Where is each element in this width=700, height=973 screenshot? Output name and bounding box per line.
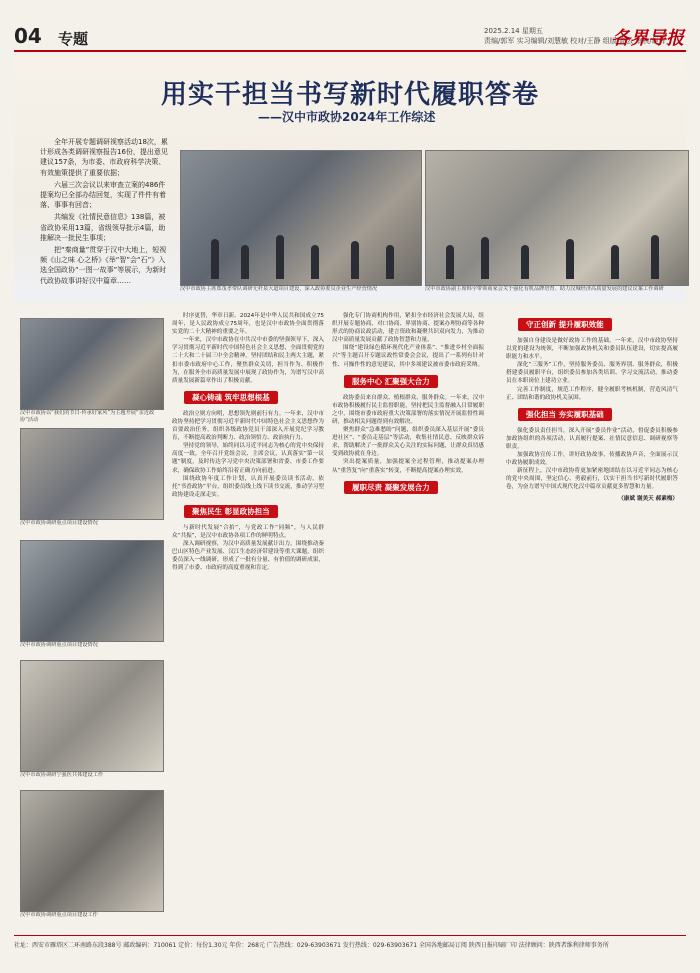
body-paragraph: 新征程上，汉中市政协将更加紧密地团结在以习近平同志为核心的党中央周围，坚定信心、勇毅前行，以实干担当书写新时代履职答卷，为奋力谱写中国式现代化汉中篇章贡献更多智慧和力量。 — [506, 468, 678, 491]
side-caption-2: 汉中市政协调研重点项目建设情况 — [20, 520, 98, 526]
author-signature: （康斌 谢美天 郝素梅） — [618, 495, 678, 502]
person-figure — [211, 239, 219, 279]
page-footer: 社址：西安市雁塔区二环南路东段388号 邮政编码：710061 定价：每份1.30元 年价：268元 广告热线：029-63903671 发行热线：029-63903671 全国各地邮局订阅 陕西日报印刷厂印 法律顾问：陕西者维利律师事务所 — [14, 935, 686, 949]
page-number: 04 — [14, 24, 42, 48]
lead-paragraph: 六届三次会议以来审查立案的486件提案均已全部办结回复，实现了件件有着落、事事有回音； — [40, 180, 166, 210]
person-figure — [651, 235, 659, 279]
person-figure — [386, 245, 394, 279]
side-photo-1 — [20, 318, 164, 410]
lead-paragraph: 全年开展专题调研视察活动18次，累计形成各类调研视察报告16份，提出意见建议157条，为市委、市政府科学决策、有效施策提供了重要依据； — [40, 138, 168, 177]
body-paragraph: 加强自身建设是做好政协工作的基础。一年来，汉中市政协坚持以党的建设为统领，不断加强政协机关和委员队伍建设，切实提高履职能力和水平。 — [506, 338, 678, 361]
person-figure — [446, 245, 454, 279]
side-caption-1: 汉中市政协以“我们的节日·传承好家风”为主题开展“亲近政协”活动 — [20, 410, 155, 423]
body-paragraph: 强化委员责任担当，深入开展“委员作业”活动，督促委员积极参加政协组织的各项活动，认真履行提案、社情民意信息、调研视察等职责。 — [506, 427, 678, 450]
body-paragraph: 政治立则方向明，思想领先则前行有力。一年来，汉中市政协坚持把学习贯彻习近平新时代中国特色社会主义思想作为首要政治任务，组织各级政协党员干部深入开展党纪学习教育，不断提高政治判断力、政治领悟力、政治执行力。 — [172, 410, 324, 442]
photo-top-right — [425, 150, 689, 286]
section-heading: 履职尽责 凝聚发展合力 — [344, 481, 438, 494]
side-photo-4 — [20, 660, 164, 772]
section-heading: 服务中心 汇聚强大合力 — [344, 375, 438, 388]
body-paragraph: 坚持党的领导，始终同以习近平同志为核心的党中央保持高度一致，全年召开党组会议、主席会议，认真落实“第一议题”制度，及时传达学习党中央决策部署和省委、市委工作要求，确保政协工作始终沿着正确方向前进。 — [172, 443, 324, 474]
body-paragraph: 一年来，汉中市政协在中共汉中市委的坚强领导下，深入学习贯彻习近平新时代中国特色社会主义思想，全面贯彻党的二十大和二十届三中全会精神，坚持团结和民主两大主题，紧扣市委市政府中心工作，聚焦群众关切，担当作为、积极作为，在服务全市高质量发展中展现了政协作为，为谱写汉中高质量发展新篇章作出了积极贡献。 — [172, 337, 324, 384]
section-heading: 聚焦民生 彰显政协担当 — [184, 505, 278, 518]
newspaper-logo: 各界导报 — [612, 28, 684, 49]
article-column-3 — [506, 312, 678, 503]
side-photo-5 — [20, 790, 164, 912]
side-photo-2 — [20, 428, 164, 520]
body-paragraph: 突出提案质量，加强提案全过程管理，推动提案办理从“重答复”向“重落实”转变，不断提高提案办理实效。 — [332, 459, 484, 474]
side-photo-3 — [20, 540, 164, 642]
body-paragraph: 深化“三服务”工作，坚持服务委员、服务界别、服务群众，积极搭建委员履职平台，组织委员参加各类培训、学习交流活动，推动委员在本职岗位上建功立业。 — [506, 362, 678, 385]
body-paragraph: 加强政协宣传工作，讲好政协故事，传播政协声音，全面展示汉中政协履职成效。 — [506, 452, 678, 467]
page-header — [14, 24, 686, 52]
lead-paragraph: 共编发《社情民意信息》138篇，被省政协采用13篇，省级领导批示4篇，助推解决一批民生事项； — [40, 213, 166, 242]
staff-line: 责编/郭军 实习编辑/刘慧敏 校对/王静 组版/高云 审核/赵辉 — [484, 37, 666, 45]
person-figure — [311, 245, 319, 279]
body-paragraph: 深入调研视察，为汉中高质量发展献计出力。围绕推动秦巴山区特色产业发展、汉江生态经济带建设等重大课题，组织委员深入一线调研，形成了一批有分量、有价值的调研成果，得到了市委、市政府的高度重视和肯定。 — [172, 541, 324, 572]
side-caption-4: 汉中市政协调研宁强医共体建设工作 — [20, 772, 104, 778]
body-paragraph: 政协委员来自群众、植根群众、服务群众。一年来，汉中市政协积极履行民主监督职能，坚持把民主监督融入日常履职之中，围绕市委市政府重大决策部署的落实情况开展监督性调研，推动相关问题得到有效解决。 — [332, 394, 484, 425]
main-title: 用实干担当书写新时代履职答卷 — [160, 80, 539, 110]
section-name: 专题 — [58, 30, 89, 48]
person-figure — [611, 245, 619, 279]
caption-top-right: 汉中市政协副主席韩宇带领商家会关于强化有机品牌培育、助力汉城经济高质量发展的建议议案工作调研 — [425, 286, 664, 292]
caption-top-left: 汉中市政协主席郑茂孝带队调研无杆泉大道项目建设，深入政协委员企业生产经营情况 — [180, 286, 378, 292]
side-caption-5: 汉中市政协调研重点项目建设工作 — [20, 912, 98, 918]
person-figure — [481, 237, 489, 279]
photo-top-left — [180, 150, 422, 286]
person-figure — [351, 241, 359, 279]
body-paragraph: 围绕“建设绿色循环现代化产业体系”、“推进乡村全面振兴”等主题召开专题议政性常委会会议，提出了一系列有针对性、可操作性的意见建议，其中多项建议被市委市政府采纳。 — [332, 345, 484, 368]
person-figure — [241, 245, 249, 279]
body-paragraph: 与新时代发展“合拍”，与党政工作“同频”，与人民群众“共振”，是汉中市政协各项工作的鲜明特点。 — [172, 524, 324, 539]
body-paragraph: 时序更替，华章日新。2024年是中华人民共和国成立75周年，是人民政协成立75周年，也是汉中市政协全面贯彻落实党的二十大精神的重要之年。 — [172, 313, 324, 336]
body-paragraph: 强化专门协商机构作用，紧扣全市经济社会发展大局，组织开展专题协商、对口协商、界别协商、提案办理协商等各种形式的协商议政活动，建言资政和凝聚共识双向发力，为推动汉中高质量发展贡献了政协智慧和力量。 — [332, 313, 484, 344]
date-line: 2025.2.14 星期五 — [484, 27, 543, 35]
body-paragraph: 聚焦群众“急难愁盼”问题，组织委员深入基层开展“委员进社区”、“委员走基层”等活动，收集社情民意、反映群众诉求，帮助解决了一批群众关心关注的实际问题，让群众真切感受到政协就在身边。 — [332, 427, 484, 458]
side-caption-3: 汉中市政协调研重点项目建设情况 — [20, 642, 98, 648]
article-column-2 — [332, 312, 484, 500]
section-heading: 凝心铸魂 筑牢思想根基 — [184, 391, 278, 404]
person-figure — [521, 245, 529, 279]
person-figure — [276, 235, 284, 279]
body-paragraph: 围绕政协年度工作计划，认真开展委员读书活动，依托“书香政协”平台，组织委员线上线下读书交流，推动学习型政协建设走深走实。 — [172, 475, 324, 498]
section-heading: 守正创新 提升履职效能 — [518, 318, 612, 331]
body-paragraph: 完善工作制度，规范工作程序，健全履职考核机制，营造风清气正、团结和谐的政协机关氛围。 — [506, 386, 678, 401]
person-figure — [566, 239, 574, 279]
section-heading: 强化担当 夯实履职基础 — [518, 408, 612, 421]
sub-title: ——汉中市政协2024年工作综述 — [258, 110, 436, 124]
article-column-1 — [172, 312, 324, 572]
lead-summary — [40, 137, 170, 288]
lead-paragraph: 把“秦商量”贯穿于汉中大地上，短视频《山之味 心之桥》《举“智”会“石”》入选全国政协“一图一故事”等展示，为新时代政协故事讲好汉中篇章…… — [40, 246, 167, 285]
